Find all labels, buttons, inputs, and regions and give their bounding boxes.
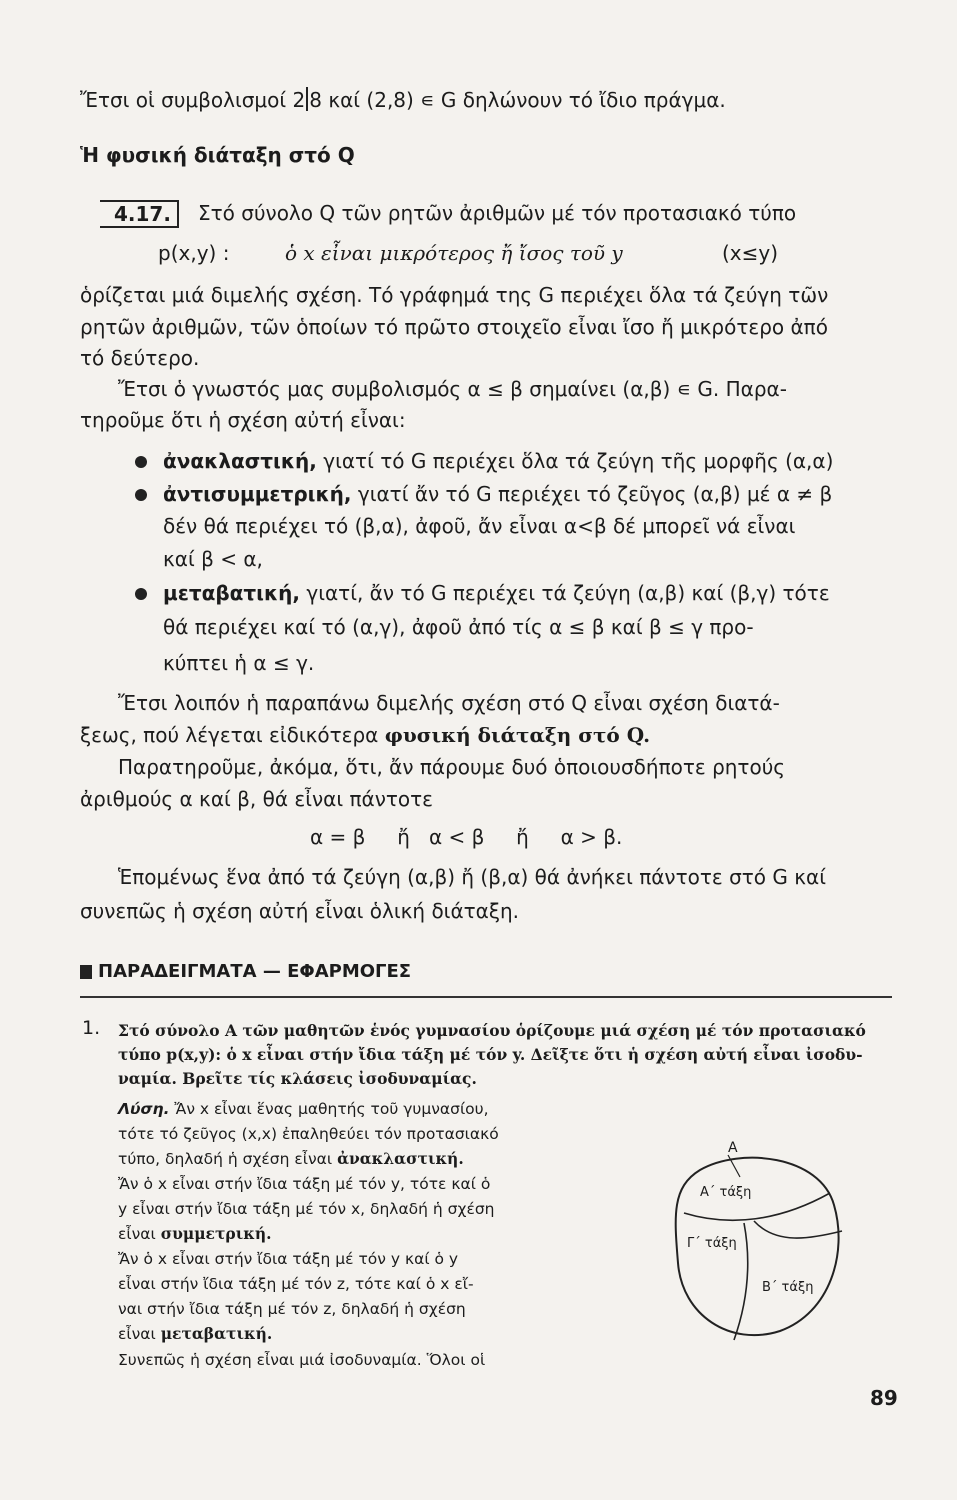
paragraph-line: ρητῶν ἀριθμῶν, τῶν ὁποίων τό πρῶτο στοιχεῖο εἶναι ἴσο ἤ μικρότερο ἀπό — [80, 315, 828, 339]
solution-line: εἶναι μεταβατική. — [118, 1324, 273, 1343]
conclusion-line: ἀριθμούς α καί β, θά εἶναι πάντοτε — [80, 787, 433, 811]
solution-line: ναι στήν ἴδια τάξη μέ τόν z, δηλαδή ἡ σχέση — [118, 1300, 466, 1318]
property-transitive: μεταβατική, γιατί, ἄν τό G περιέχει τά ζεύγη (α,β) καί (β,γ) τότε — [163, 581, 830, 605]
property-line: δέν θά περιέχει τό (β,α), ἀφοῦ, ἄν εἶναι α<β δέ μπορεῖ νά εἶναι — [163, 514, 796, 538]
formula-left: p(x,y) : — [158, 241, 230, 265]
solution-line: Λύση. Ἄν x εἶναι ἕνας μαθητής τοῦ γυμνασίου, — [118, 1100, 489, 1118]
region-label: Γ΄ τάξη — [687, 1236, 737, 1251]
conclusion-line: συνεπῶς ἡ σχέση αὐτή εἶναι ὁλική διάταξη. — [80, 899, 520, 923]
conclusion-line: Παρατηροῦμε, ἀκόμα, ὅτι, ἄν πάρουμε δυό ὁποιουσδήποτε ρητούς — [118, 755, 786, 779]
heading-square-icon — [80, 965, 92, 979]
property-antisymmetric: ἀντισυμμετρική, γιατί ἄν τό G περιέχει τό ζεῦγος (α,β) μέ α ≠ β — [163, 482, 833, 506]
conclusion-line: ξεως, πού λέγεται εἰδικότερα φυσική διάταξη στό Q. — [80, 723, 651, 747]
paragraph-line: ὁρίζεται μιά διμελής σχέση. Τό γράφημά της G περιέχει ὅλα τά ζεύγη τῶν — [80, 283, 829, 307]
example-number: 1. — [82, 1017, 101, 1039]
example-question: ναμία. Βρεῖτε τίς κλάσεις ἰσοδυναμίας. — [118, 1069, 477, 1088]
bullet-icon — [135, 489, 147, 501]
conclusion-line: Ἔτσι λοιπόν ἡ παραπάνω διμελής σχέση στό Q εἶναι σχέση διατά- — [118, 691, 780, 715]
property-line: καί β < α, — [163, 547, 263, 571]
solution-line: εἶναι στήν ἴδια τάξη μέ τόν z, τότε καί ὁ x εἴ- — [118, 1275, 474, 1293]
intro-line: Ἔτσι οἱ συμβολισμοί 2 8 καί (2,8) ∊ G δηλώνουν τό ἴδιο πράγμα. — [80, 88, 726, 112]
examples-heading: ΠΑΡΑΔΕΙΓΜΑΤΑ — ΕΦΑΡΜΟΓΕΣ — [98, 961, 412, 982]
solution-line: Συνεπῶς ἡ σχέση εἶναι μιά ἰσοδυναμία. Ὅλοι οἱ — [118, 1351, 486, 1369]
paragraph-line: τηροῦμε ὅτι ἡ σχέση αὐτή εἶναι: — [80, 408, 406, 432]
paragraph-line: Στό σύνολο Q τῶν ρητῶν ἀριθμῶν μέ τόν προτασιακό τύπο — [198, 201, 797, 225]
solution-line: y εἶναι στήν ἴδια τάξη μέ τόν x, δηλαδή ἡ σχέση — [118, 1200, 495, 1218]
region-label: B΄ τάξη — [762, 1280, 814, 1295]
solution-line: Ἄν ὁ x εἶναι στήν ἴδια τάξη μέ τόν y καί ὁ y — [118, 1250, 459, 1268]
formula-text: ὁ x εἶναι μικρότερος ἤ ἴσος τοῦ y — [285, 241, 623, 265]
region-label: A΄ τάξη — [700, 1185, 752, 1200]
example-question: Στό σύνολο Α τῶν μαθητῶν ἑνός γυμνασίου ὁρίζουμε μιά σχέση μέ τόν προτασιακό — [118, 1021, 866, 1040]
paragraph-number-box: 4.17. — [100, 200, 179, 228]
partition-line — [754, 1221, 842, 1238]
bullet-icon — [135, 588, 147, 600]
property-line: θά περιέχει καί τό (α,γ), ἀφοῦ ἀπό τίς α ≤ β καί β ≤ γ προ- — [163, 615, 754, 639]
solution-line: τύπο, δηλαδή ἡ σχέση εἶναι ἀνακλαστική. — [118, 1149, 464, 1168]
heading-divider — [80, 996, 892, 998]
section-title: Ἡ φυσική διάταξη στό Q — [80, 143, 355, 167]
bullet-icon — [135, 456, 147, 468]
solution-line: Ἄν ὁ x εἶναι στήν ἴδια τάξη μέ τόν y, τότε καί ὁ — [118, 1175, 491, 1193]
solution-line: τότε τό ζεῦγος (x,x) ἐπαληθεύει τόν προτασιακό — [118, 1125, 499, 1143]
conclusion-line: Ἑπομένως ἕνα ἀπό τά ζεύγη (α,β) ἤ (β,α) θά ἀνήκει πάντοτε στό G καί — [118, 865, 826, 889]
example-question: τύπο p(x,y): ὁ x εἶναι στήν ἴδια τάξη μέ τόν y. Δεῖξτε ὅτι ἡ σχέση αὐτή εἶναι ἰσοδυ- — [118, 1045, 863, 1064]
page-number: 89 — [870, 1386, 898, 1410]
property-line: κύπτει ἡ α ≤ γ. — [163, 651, 315, 675]
property-reflexive: ἀνακλαστική, γιατί τό G περιέχει ὅλα τά ζεύγη τῆς μορφῆς (α,α) — [163, 449, 834, 473]
set-label: A — [728, 1140, 738, 1156]
trichotomy-formula: α = β ἤ α < β ἤ α > β. — [310, 825, 623, 849]
solution-line: εἶναι συμμετρική. — [118, 1224, 272, 1243]
paragraph-line: τό δεύτερο. — [80, 346, 200, 370]
paragraph-line: Ἔτσι ὁ γνωστός μας συμβολισμός α ≤ β σημαίνει (α,β) ∊ G. Παρα- — [118, 377, 787, 401]
formula-right: (x≤y) — [722, 241, 779, 265]
